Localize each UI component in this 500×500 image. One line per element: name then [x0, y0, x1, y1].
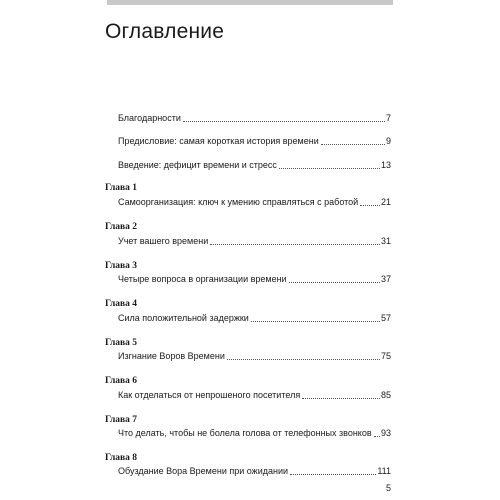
chapter-heading-8: Глава 8	[105, 453, 138, 463]
dot-leader	[374, 435, 380, 437]
toc-entry-page: 7	[385, 113, 391, 123]
toc-entry-page: 9	[385, 136, 391, 146]
toc-entry-page: 31	[380, 236, 391, 246]
toc-entry-label: Четыре вопроса в организации времени	[118, 274, 287, 284]
toc-entry-label: Как отделаться от непрошеного посетителя	[118, 390, 301, 400]
toc-entry-chapter-6[interactable]	[118, 389, 391, 401]
toc-entry-label: Изгнание Воров Времени	[118, 351, 225, 361]
toc-entry-label: Обуздание Вора Времени при ожидании	[118, 466, 289, 476]
dot-leader	[251, 320, 380, 322]
toc-title: Оглавление	[105, 20, 225, 43]
toc-entry-chapter-2[interactable]	[118, 235, 391, 247]
toc-entry-chapter-3[interactable]	[118, 273, 391, 285]
toc-entry-page: 57	[380, 313, 391, 323]
toc-entry-page: 21	[380, 197, 391, 207]
toc-entry-label: Введение: дефицит времени и стресс	[118, 160, 277, 170]
dot-leader	[302, 397, 380, 399]
dot-leader	[183, 120, 385, 122]
dot-leader	[289, 281, 380, 283]
toc-entry-label: Самоорганизация: ключ к умению справляться с работой	[118, 197, 359, 207]
toc-entry-chapter-7[interactable]	[118, 427, 391, 439]
toc-entry-page: 75	[380, 351, 391, 361]
page-number: 5	[386, 483, 392, 493]
toc-entry-acknowledgements[interactable]	[118, 112, 391, 124]
chapter-heading-7: Глава 7	[105, 415, 138, 425]
toc-entry-label: Что делать, чтобы не болела голова от телефонных звонков	[118, 428, 372, 438]
toc-entry-label: Сила положительной задержки	[118, 313, 249, 323]
toc-entry-page: 13	[380, 160, 391, 170]
toc-entry-preface[interactable]	[118, 135, 391, 147]
chapter-heading-2: Глава 2	[105, 222, 138, 232]
toc-entry-chapter-5[interactable]	[118, 350, 391, 362]
dot-leader	[321, 143, 385, 145]
toc-entry-page: 111	[377, 466, 391, 476]
chapter-heading-1: Глава 1	[105, 183, 138, 193]
dot-leader	[290, 473, 376, 475]
chapter-heading-6: Глава 6	[105, 376, 138, 386]
dot-leader	[210, 243, 380, 245]
chapter-heading-4: Глава 4	[105, 299, 138, 309]
toc-entry-page: 85	[380, 390, 391, 400]
toc-entry-label: Благодарности	[118, 113, 181, 123]
dot-leader	[279, 167, 380, 169]
toc-entry-chapter-4[interactable]	[118, 312, 391, 324]
dot-leader	[227, 358, 380, 360]
toc-entry-label: Предисловие: самая короткая история времени	[118, 136, 319, 146]
toc-entry-page: 37	[380, 274, 391, 284]
toc-entry-page: 93	[380, 428, 391, 438]
toc-entry-chapter-1[interactable]	[118, 196, 391, 208]
toc-entry-introduction[interactable]	[118, 159, 391, 171]
dot-leader	[360, 204, 380, 206]
toc-entry-chapter-8[interactable]	[118, 465, 391, 477]
chapter-heading-3: Глава 3	[105, 261, 138, 271]
toc-entry-label: Учет вашего времени	[118, 236, 209, 246]
chapter-heading-5: Глава 5	[105, 338, 138, 348]
